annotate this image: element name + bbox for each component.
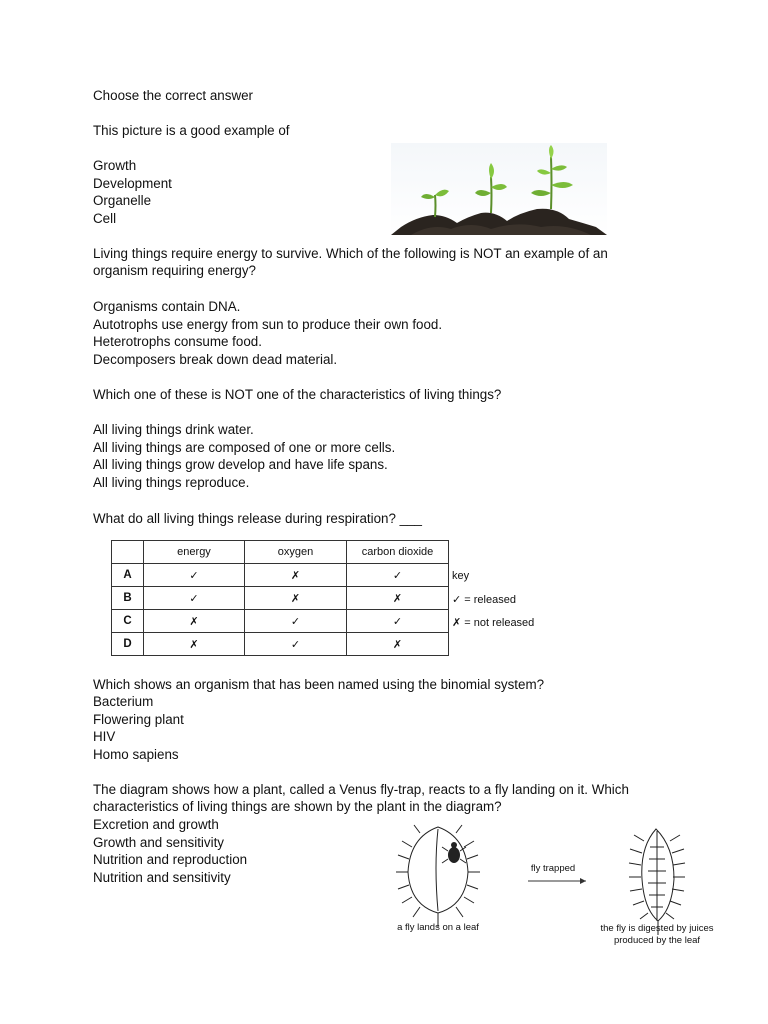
q2-options <box>93 298 442 368</box>
row-label: D <box>112 633 144 656</box>
table-row <box>112 633 449 656</box>
right-caption-line1: the fly is digested by juices <box>600 923 714 934</box>
q5-question: Which shows an organism that has been named using the binomial system? <box>93 677 545 692</box>
respiration-table <box>111 540 449 656</box>
q5-option: Homo sapiens <box>93 746 179 762</box>
left-caption: a fly lands on a leaf <box>397 922 479 933</box>
q5-option: HIV <box>93 729 116 744</box>
table-cell: ✓ <box>245 610 347 633</box>
q6-options <box>93 816 247 886</box>
key-title: key <box>452 570 470 582</box>
seedlings-image <box>391 143 607 235</box>
right-caption-line2: produced by the leaf <box>613 935 701 946</box>
q3-option: All living things are composed of one or more cells. <box>93 439 396 455</box>
key-not-released: ✗ = not released <box>452 617 535 629</box>
table-cell: ✗ <box>245 587 347 610</box>
table-cell: ✗ <box>347 633 449 656</box>
table-corner <box>112 541 144 564</box>
q1-option: Organelle <box>93 193 152 208</box>
q4-question: What do all living things release during respiration? ___ <box>93 511 423 526</box>
instruction: Choose the correct answer <box>93 88 254 103</box>
q6-option: Growth and sensitivity <box>93 834 224 850</box>
q3-option: All living things drink water. <box>93 422 254 437</box>
fly-icon <box>442 842 466 863</box>
table-cell: ✓ <box>347 564 449 587</box>
q6-option: Nutrition and reproduction <box>93 852 248 867</box>
q2-question-line2: organism requiring energy? <box>93 263 257 278</box>
table-row <box>112 564 449 587</box>
q5-options <box>93 693 184 763</box>
q1-option: Development <box>93 175 172 191</box>
table-header-row <box>112 541 449 564</box>
table-header: carbon dioxide <box>347 541 449 564</box>
table-cell: ✗ <box>245 564 347 587</box>
q2-question-line1: Living things require energy to survive. Which of the following is NOT an example of an <box>93 246 608 261</box>
q6-question-line2: characteristics of living things are shown by the plant in the diagram? <box>93 799 502 814</box>
q2-option: Heterotrophs consume food. <box>93 334 262 349</box>
q5-option: Flowering plant <box>93 711 184 727</box>
table-cell: ✗ <box>144 633 245 656</box>
venus-flytrap-diagram <box>368 817 736 957</box>
table-cell: ✓ <box>347 610 449 633</box>
table-header: energy <box>144 541 245 564</box>
q1-question: This picture is a good example of <box>93 123 290 138</box>
q6-option: Excretion and growth <box>93 817 219 832</box>
table-cell: ✓ <box>245 633 347 656</box>
row-label: A <box>112 564 144 587</box>
table-cell: ✗ <box>347 587 449 610</box>
q2-option: Organisms contain DNA. <box>93 299 241 314</box>
table-row <box>112 610 449 633</box>
q2-option: Decomposers break down dead material. <box>93 351 338 367</box>
table-cell: ✓ <box>144 587 245 610</box>
q3-option: All living things reproduce. <box>93 474 250 490</box>
q3-option: All living things grow develop and have life spans. <box>93 457 388 472</box>
key-released: ✓ = released <box>452 594 516 606</box>
q3-question: Which one of these is NOT one of the characteristics of living things? <box>93 387 502 402</box>
row-label: B <box>112 587 144 610</box>
table-header: oxygen <box>245 541 347 564</box>
q1-option: Cell <box>93 210 117 226</box>
q6-question-line1: The diagram shows how a plant, called a Venus fly-trap, reacts to a fly landing on it. Which <box>93 782 629 797</box>
q2-option: Autotrophs use energy from sun to produce their own food. <box>93 316 443 332</box>
q6-option: Nutrition and sensitivity <box>93 869 231 885</box>
q1-options <box>93 157 172 227</box>
q1-option: Growth <box>93 158 137 173</box>
arrow-label: fly trapped <box>530 863 576 874</box>
table-cell: ✗ <box>144 610 245 633</box>
table-row <box>112 587 449 610</box>
row-label: C <box>112 610 144 633</box>
q3-options <box>93 421 395 491</box>
q5-option: Bacterium <box>93 694 154 709</box>
table-cell: ✓ <box>144 564 245 587</box>
